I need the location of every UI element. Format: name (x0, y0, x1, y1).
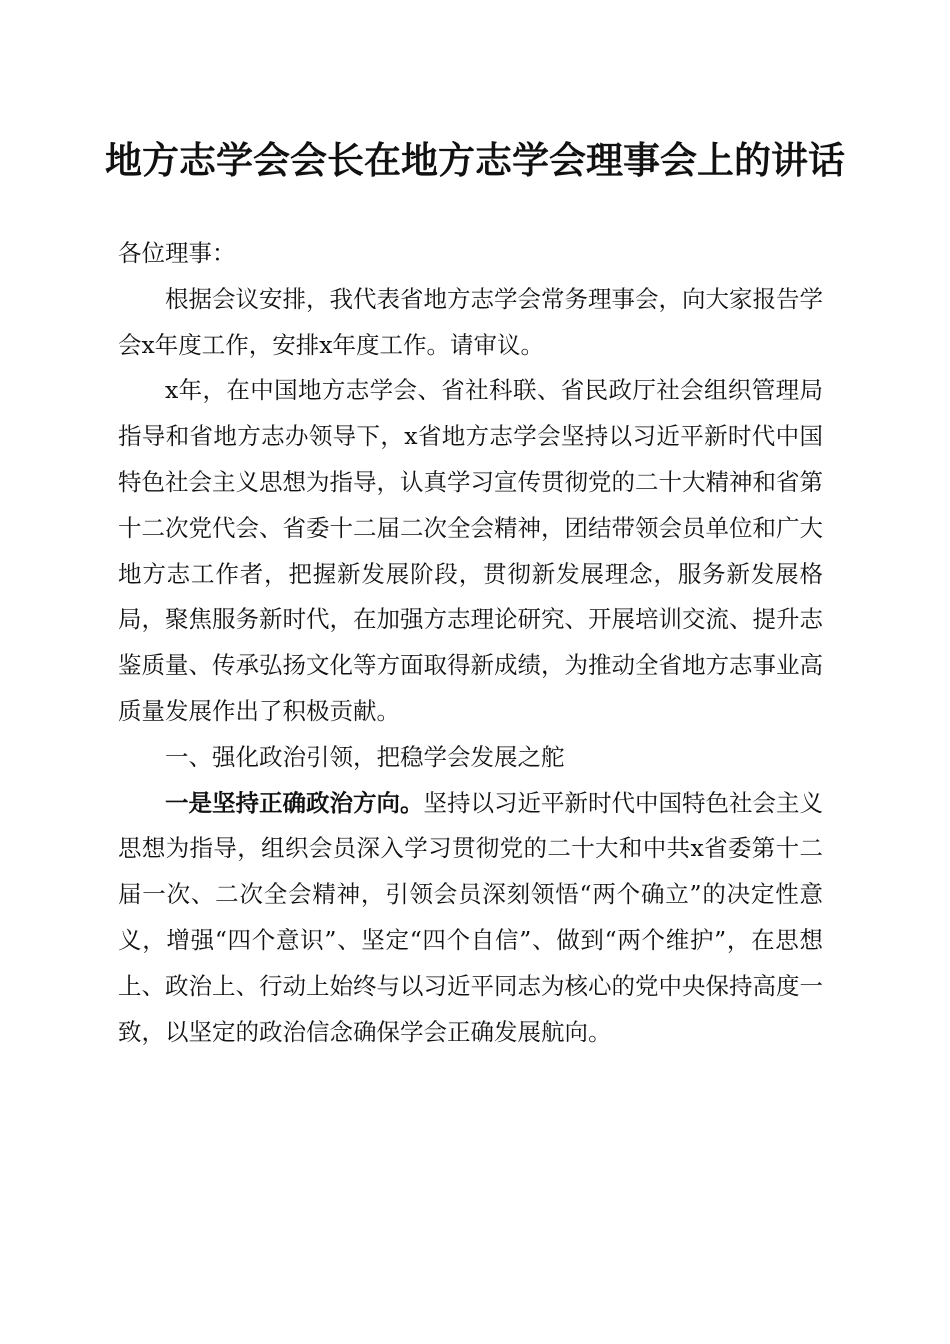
document-title: 地方志学会会长在地方志学会理事会上的讲话 (105, 138, 845, 182)
section-paragraph-text: 坚持以习近平新时代中国特色社会主义思想为指导，组织会员深入学习贯彻党的二十大和中共x省委第十二届一次、二次全会精神，引领会员深刻领悟“两个确立”的决定性意义，增强“四个意识”、坚定“四个自信”、做到“两个维护”，在思想上、政治上、行动上始终与以习近平同志为核心的党中央保持高度一致，以坚定的政治信念确保学会正确发展航向。 (118, 788, 823, 1046)
section-heading: 一、强化政治引领，把稳学会发展之舵 (165, 742, 565, 771)
section-paragraph-lead: 一是坚持正确政治方向。 (165, 788, 424, 817)
document-body (118, 231, 823, 1055)
paragraph-intro: 根据会议安排，我代表省地方志学会常务理事会，向大家报告学会x年度工作，安排x年度工作。请审议。 (118, 284, 823, 359)
salutation: 各位理事： (118, 239, 236, 267)
section-paragraph (118, 781, 823, 1056)
paragraph-summary: x年，在中国地方志学会、省社科联、省民政厅社会组织管理局指导和省地方志办领导下，x省地方志学会坚持以习近平新时代中国特色社会主义思想为指导，认真学习宣传贯彻党的二十大精神和省第十二次党代会、省委十二届二次全会精神，团结带领会员单位和广大地方志工作者，把握新发展阶段，贯彻新发展理念，服务新发展格局，聚焦服务新时代，在加强方志理论研究、开展培训交流、提升志鉴质量、传承弘扬文化等方面取得新成绩，为推动全省地方志事业高质量发展作出了积极贡献。 (118, 376, 823, 725)
